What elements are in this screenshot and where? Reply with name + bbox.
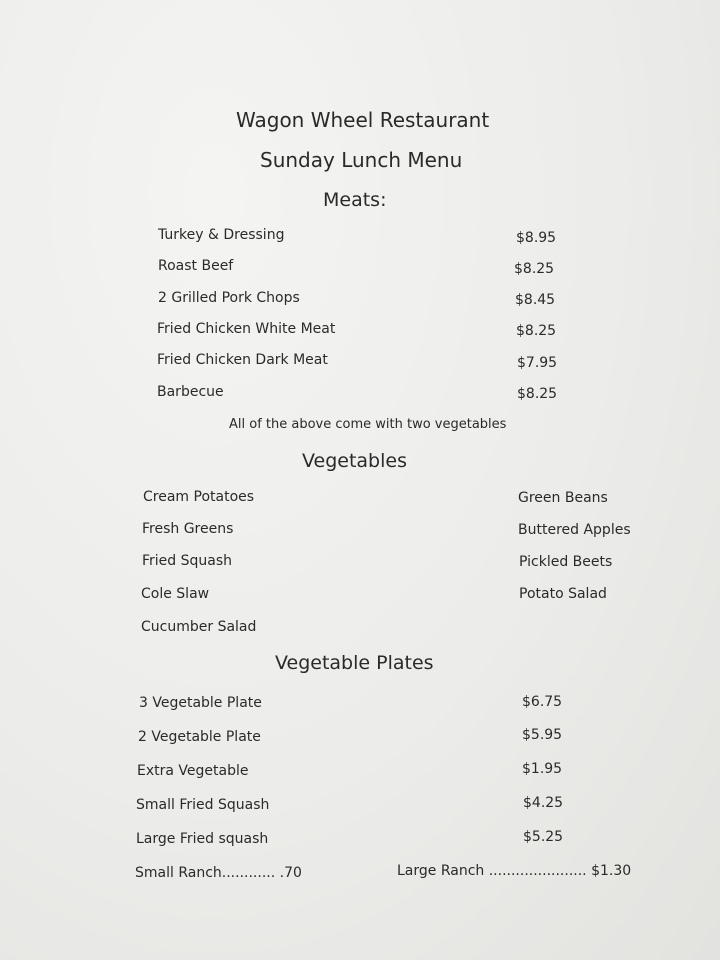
vegetable-item: Fresh Greens [142,521,234,537]
menu-title: Sunday Lunch Menu [260,148,463,172]
vegetable-item: Potato Salad [519,586,607,602]
vegetable-item: Fried Squash [142,553,233,569]
meat-item-name: Barbecue [157,384,224,400]
meat-item-price: $7.95 [517,355,558,371]
meat-item-name: Fried Chicken Dark Meat [157,352,328,368]
meats-heading: Meats: [323,189,387,211]
meat-item-price: $8.45 [515,292,556,308]
plate-item-price: $5.95 [522,727,563,743]
vegetables-heading: Vegetables [302,450,407,472]
meat-item-name: Fried Chicken White Meat [157,321,336,337]
meat-item-name: 2 Grilled Pork Chops [158,290,300,306]
vegetable-plates-heading: Vegetable Plates [275,652,434,674]
plate-item-price: $6.75 [522,694,563,710]
large-ranch: Large Ranch ...................... $1.30 [397,863,632,879]
plate-item-name: Small Fried Squash [136,797,270,813]
plate-item-name: Extra Vegetable [137,763,249,779]
restaurant-name: Wagon Wheel Restaurant [236,108,490,132]
meats-note: All of the above come with two vegetables [229,417,507,432]
plate-item-price: $1.95 [522,761,563,777]
meat-item-price: $8.95 [516,230,557,246]
vegetable-item: Green Beans [518,490,608,506]
vegetable-item: Buttered Apples [518,522,631,538]
small-ranch: Small Ranch............ .70 [135,865,302,881]
vegetable-item: Cucumber Salad [141,619,257,635]
meat-item-name: Roast Beef [158,258,234,274]
plate-item-name: 2 Vegetable Plate [138,729,261,745]
vegetable-item: Cole Slaw [141,586,210,602]
meat-item-name: Turkey & Dressing [158,227,285,243]
vegetable-item: Cream Potatoes [143,489,255,505]
vegetable-item: Pickled Beets [519,554,613,570]
meat-item-price: $8.25 [516,323,557,339]
plate-item-name: 3 Vegetable Plate [139,695,262,711]
plate-item-name: Large Fried squash [136,831,269,847]
meat-item-price: $8.25 [514,261,555,277]
plate-item-price: $5.25 [523,829,564,845]
plate-item-price: $4.25 [523,795,564,811]
meat-item-price: $8.25 [517,386,558,402]
